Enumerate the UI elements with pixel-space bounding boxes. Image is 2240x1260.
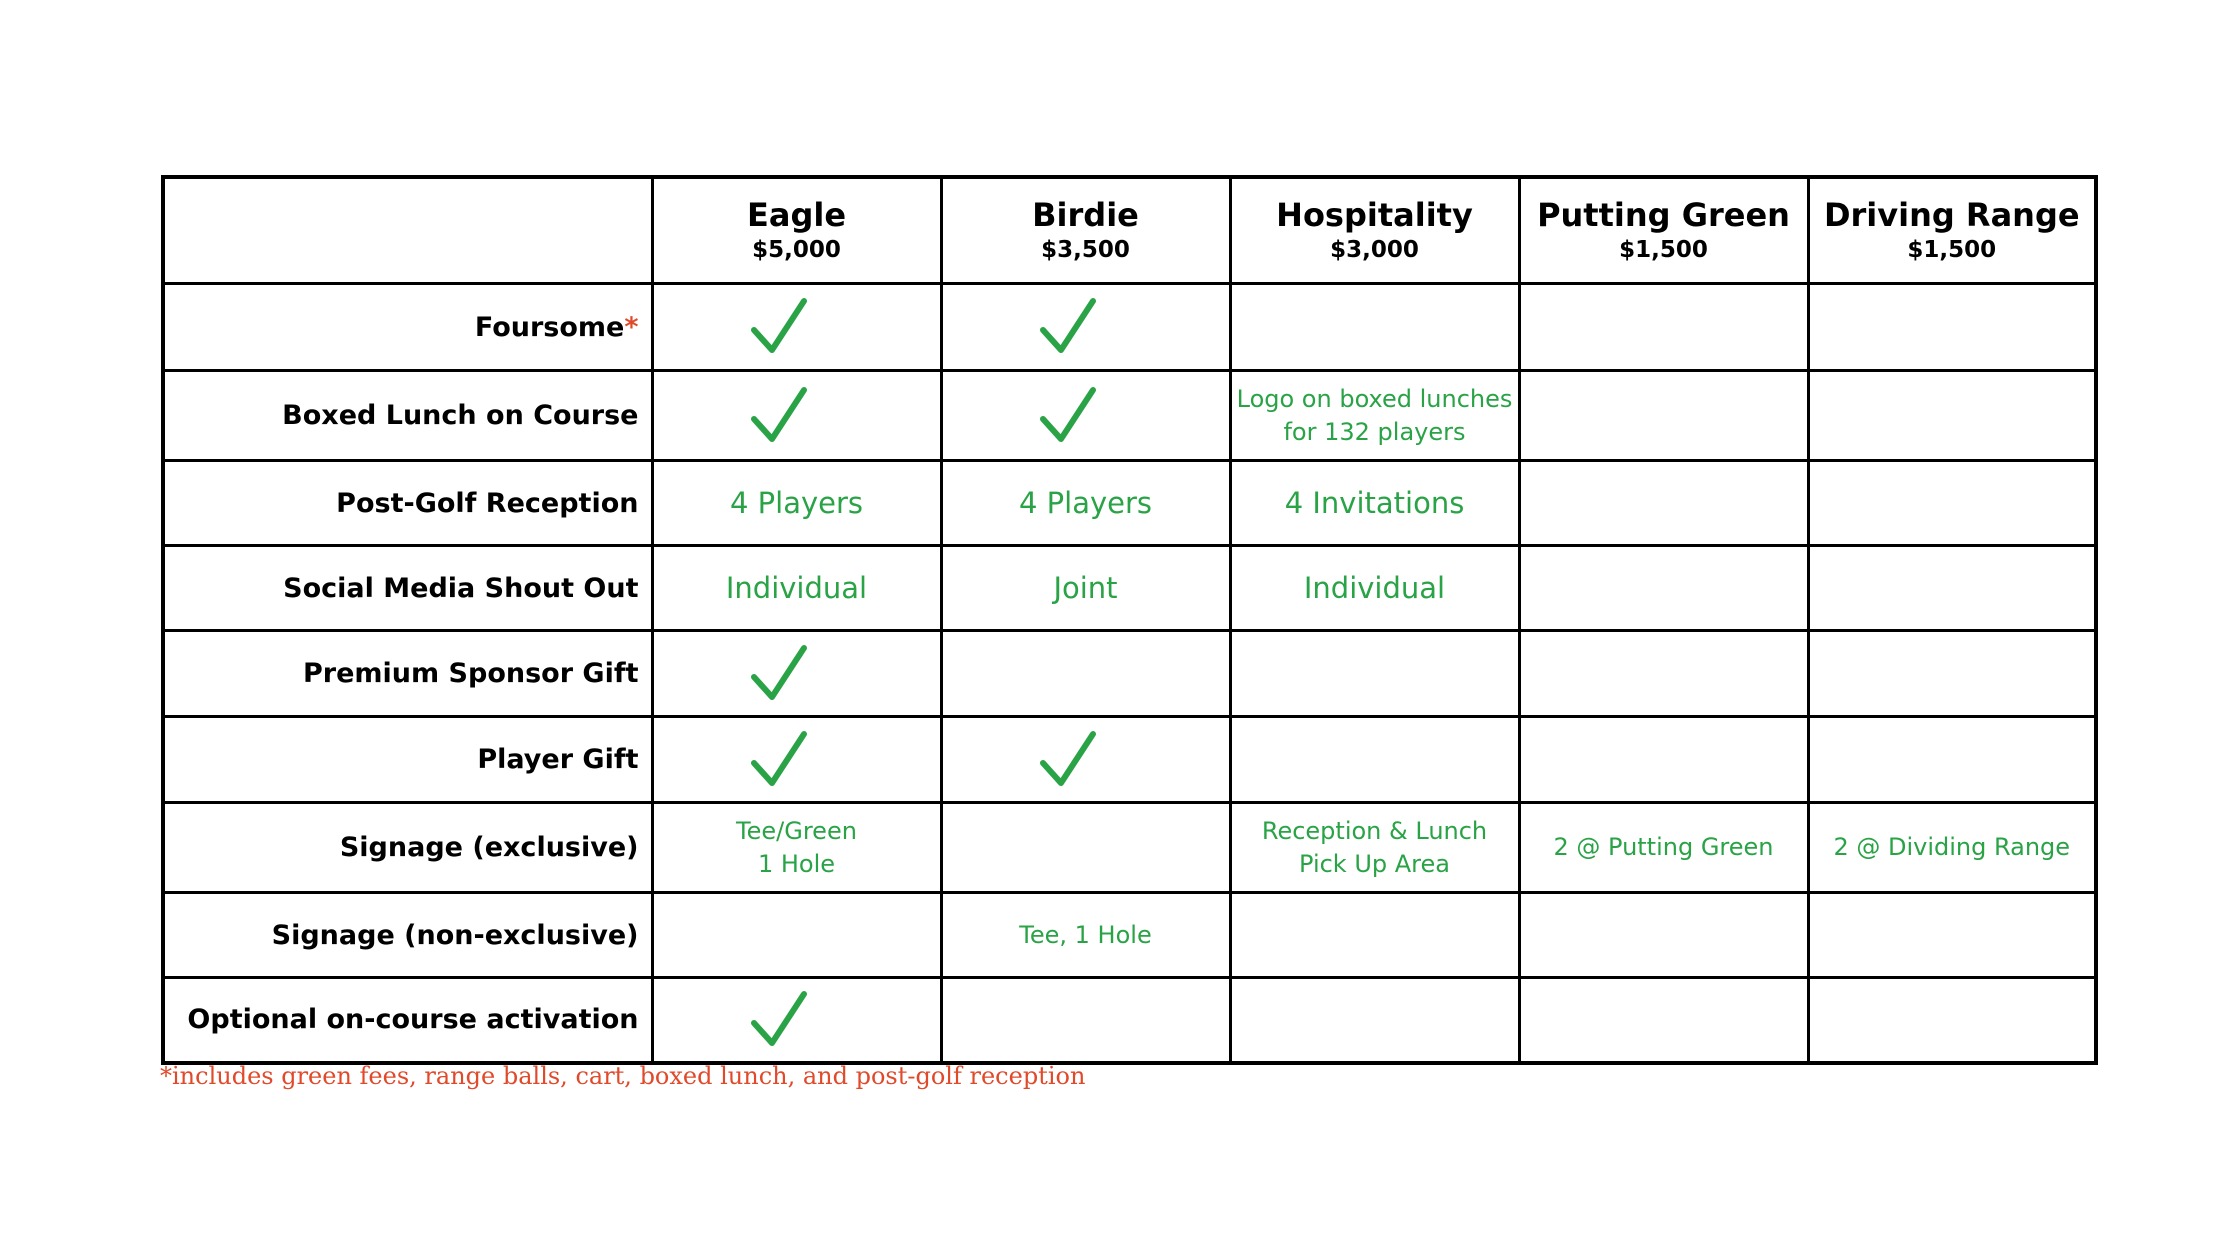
cell-eagle [652,978,941,1063]
cell-eagle [652,546,941,631]
header-corner-cell [163,177,652,284]
cell-eagle [652,717,941,803]
row-label: Premium Sponsor Gift [163,631,652,717]
cell-hospitality [1230,546,1519,631]
cell-text: Tee, 1 Hole [1019,920,1152,949]
tier-name: Birdie [1032,195,1139,234]
cell-text: 2 @ Dividing Range [1833,833,2071,861]
cell-birdie [941,461,1230,546]
row-label-text: Foursome [474,311,625,343]
tier-header-putting-green [1519,177,1808,284]
cell-birdie [941,371,1230,461]
cell-text-line: Pick Up Area [1299,849,1450,878]
row-signage-non-exclusive [163,893,2096,978]
checkmark-icon [750,644,808,704]
cell-birdie [941,893,1230,978]
checkmark-icon [750,730,808,790]
cell-hospitality [1230,461,1519,546]
cell-hospitality [1230,803,1519,893]
cell-text-line: 1 Hole [757,849,836,878]
tier-header-birdie [941,177,1230,284]
cell-text-line: Reception & Lunch [1261,816,1488,845]
tier-name: Eagle [746,195,847,234]
cell-putting-green [1519,371,1808,461]
cell-hospitality [1230,893,1519,978]
row-label: Boxed Lunch on Course [163,371,652,461]
row-social-media [163,546,2096,631]
row-label: Social Media Shout Out [163,546,652,631]
checkmark-icon [1039,297,1097,357]
row-premium-gift [163,631,2096,717]
tier-price: $1,500 [1619,236,1708,263]
tier-header-hospitality [1230,177,1519,284]
row-reception [163,461,2096,546]
cell-driving-range [1808,546,2096,631]
cell-putting-green [1519,284,1808,371]
row-player-gift [163,717,2096,803]
cell-text-line: Tee/Green [736,816,857,845]
tier-name: Putting Green [1537,195,1790,234]
checkmark-icon [750,297,808,357]
cell-text: 4 Players [1018,486,1153,520]
cell-putting-green [1519,893,1808,978]
cell-driving-range [1808,461,2096,546]
checkmark-icon [1039,730,1097,790]
sponsorship-table [161,175,2098,1065]
cell-text: Individual [1303,571,1446,605]
cell-driving-range [1808,284,2096,371]
tier-price: $3,000 [1330,236,1419,263]
cell-eagle [652,631,941,717]
tier-header-driving-range [1808,177,2096,284]
cell-driving-range [1808,717,2096,803]
cell-hospitality [1230,631,1519,717]
row-foursome [163,284,2096,371]
cell-text: Individual [725,571,868,605]
cell-putting-green [1519,978,1808,1063]
row-label [163,284,652,371]
cell-birdie [941,803,1230,893]
cell-birdie [941,284,1230,371]
cell-hospitality [1230,371,1519,461]
tier-name: Hospitality [1276,195,1473,234]
cell-text: Logo on boxed lunches for 132 players [1236,384,1513,446]
tier-price: $5,000 [752,236,841,263]
tier-header-eagle [652,177,941,284]
tier-name: Driving Range [1823,195,2080,234]
asterisk-marker: * [624,311,639,343]
footnote: *includes green fees, range balls, cart, boxed lunch, and post-golf reception [160,1062,1086,1090]
cell-text: 2 @ Putting Green [1553,833,1774,861]
cell-birdie [941,978,1230,1063]
cell-driving-range [1808,803,2096,893]
cell-driving-range [1808,631,2096,717]
cell-driving-range [1808,978,2096,1063]
cell-birdie [941,631,1230,717]
tier-header-row [163,177,2096,284]
cell-putting-green [1519,631,1808,717]
cell-text: 4 Invitations [1284,486,1465,520]
cell-eagle [652,284,941,371]
cell-putting-green [1519,803,1808,893]
tier-price: $1,500 [1907,236,1997,263]
cell-hospitality [1230,717,1519,803]
checkmark-icon [1039,386,1097,446]
cell-eagle [652,371,941,461]
row-label: Signage (exclusive) [163,803,652,893]
cell-putting-green [1519,717,1808,803]
cell-eagle [652,893,941,978]
row-label: Player Gift [163,717,652,803]
cell-driving-range [1808,371,2096,461]
cell-hospitality [1230,978,1519,1063]
tier-price: $3,500 [1041,236,1130,263]
cell-text: Joint [1053,571,1118,605]
cell-birdie [941,546,1230,631]
cell-putting-green [1519,461,1808,546]
cell-putting-green [1519,546,1808,631]
checkmark-icon [750,386,808,446]
cell-driving-range [1808,893,2096,978]
checkmark-icon [750,990,808,1050]
row-signage-exclusive [163,803,2096,893]
row-label: Optional on-course activation [163,978,652,1063]
cell-birdie [941,717,1230,803]
cell-hospitality [1230,284,1519,371]
row-boxed-lunch [163,371,2096,461]
row-label: Post-Golf Reception [163,461,652,546]
row-activation [163,978,2096,1063]
cell-eagle [652,803,941,893]
cell-text: 4 Players [729,486,864,520]
cell-eagle [652,461,941,546]
row-label: Signage (non-exclusive) [163,893,652,978]
